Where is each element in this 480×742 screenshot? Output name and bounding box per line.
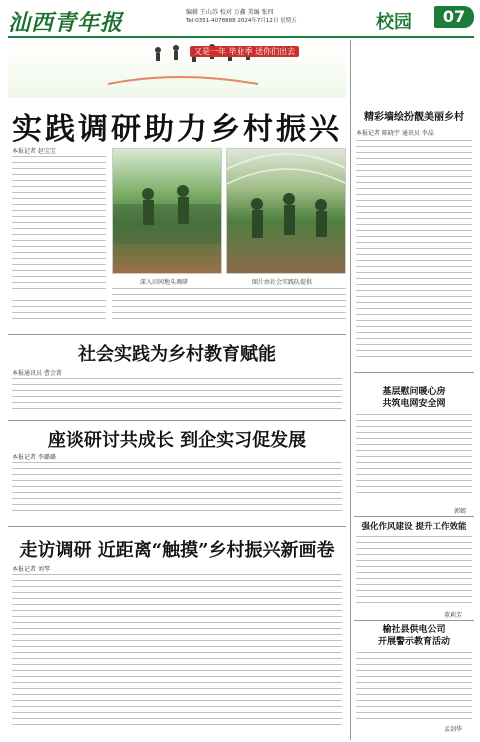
- article2-text: [12, 378, 342, 416]
- headline-article4: 走访调研 近距离“触摸”乡村振兴新画卷: [19, 540, 335, 561]
- byline-article3: 本报记者 李璐璐: [12, 454, 56, 461]
- sidebar-title-3: 强化作风建设 提升工作效能: [361, 522, 467, 532]
- divider-3: [8, 526, 346, 527]
- masthead-info-row1: 编辑 王山苏 校对 万鑫 美编 张四: [186, 9, 274, 16]
- sidebar-divider-2: [354, 516, 474, 517]
- banner-caption: 又是一年 毕业季 送你们出去: [190, 46, 299, 57]
- farm-workers-illustration-icon: [113, 149, 222, 274]
- sidebar-text-1: [356, 140, 472, 366]
- sidebar-author-4: 孟剑华: [444, 726, 463, 733]
- sidebar-author-3: 董莉芳: [444, 612, 463, 619]
- byline-article4: 本报记者 刘琴: [12, 566, 50, 573]
- byline-article1: 本报记者 赵宝宝: [12, 148, 56, 155]
- masthead: [8, 6, 474, 36]
- sidebar-title-2-line2: 共筑电网安全网: [382, 399, 446, 409]
- divider-1: [8, 334, 346, 335]
- headline-article2: 社会实践为乡村教育赋能: [78, 344, 276, 365]
- photo-field-research: [112, 148, 222, 274]
- article4-text: [12, 574, 342, 734]
- sidebar-title-4-line2: 开展警示教育活动: [377, 637, 450, 647]
- sidebar-divider-1: [354, 372, 474, 373]
- article3-text: [12, 462, 342, 520]
- divider-2: [8, 420, 346, 421]
- page-number: 07: [434, 6, 474, 28]
- newspaper-logo: 汕西青年报: [8, 10, 124, 36]
- sidebar-divider-3: [354, 620, 474, 621]
- headline-article1: 实践调研助力乡村振兴: [12, 112, 342, 147]
- article1-text-col1: [12, 156, 106, 298]
- caption-photo-left: 深入田间地头调研: [140, 279, 189, 286]
- sidebar-text-2: [356, 414, 472, 506]
- sidebar-divider: [350, 40, 351, 740]
- sidebar-title-2-line1: 基层慰问暖心房: [382, 387, 446, 397]
- sidebar-title-4-line1: 榆社县供电公司: [382, 625, 446, 635]
- section-name: 校园: [376, 12, 412, 33]
- sidebar-title-4: [354, 624, 474, 648]
- top-rule: [8, 36, 474, 38]
- sidebar-title-1: 精彩墙绘扮靓美丽乡村: [364, 112, 464, 123]
- photo-greenhouse: [226, 148, 346, 274]
- sidebar-text-4: [356, 652, 472, 722]
- sidebar-text-3: [356, 536, 472, 608]
- sidebar-title-2: [354, 386, 474, 410]
- greenhouse-illustration-icon: [227, 149, 346, 274]
- masthead-info: [186, 8, 297, 26]
- article1-text-bottom: [112, 288, 346, 328]
- article1-text-col1-end: [12, 300, 106, 328]
- headline-article3: 座谈研讨共成长 到企实习促发展: [47, 430, 307, 451]
- caption-photo-right: 图片由社会实践队提供: [252, 279, 313, 286]
- sidebar-author-2: 郭嫣: [454, 508, 467, 515]
- masthead-info-row2: Tel:0351-4078888 2024年7月12日 星期五: [186, 18, 297, 24]
- byline-article2: 本报通讯员 曹会菁: [12, 370, 62, 377]
- sidebar-byline-1: 本报记者 陈晓宇 通讯员 李晶: [356, 130, 434, 137]
